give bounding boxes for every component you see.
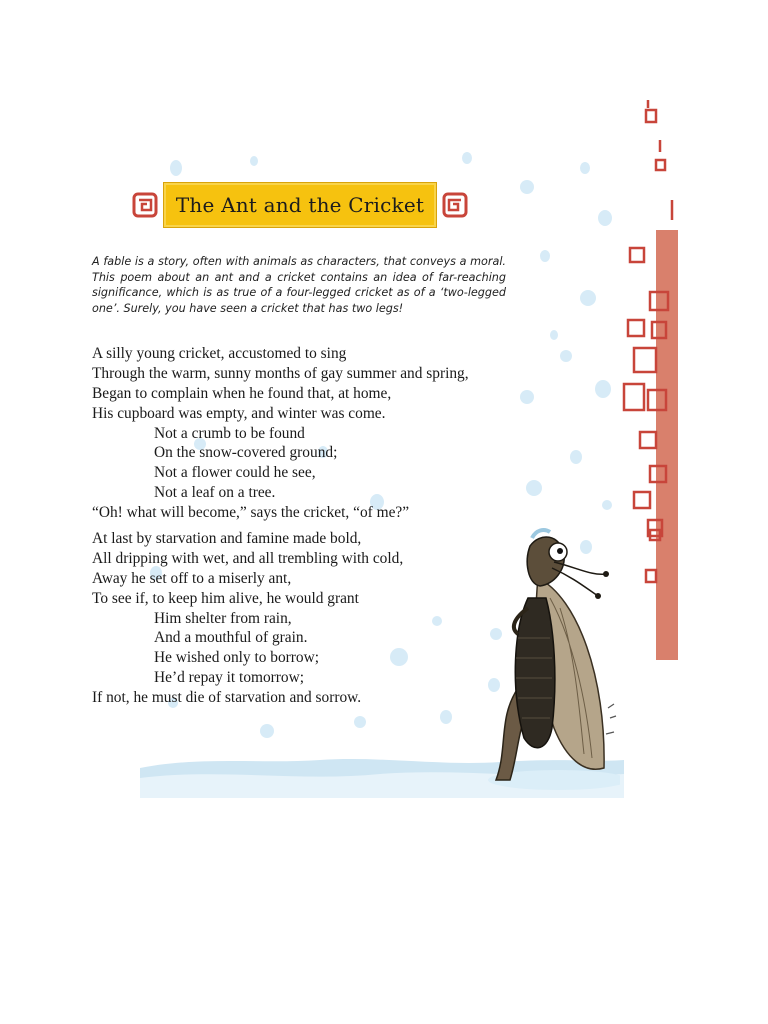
poem-line: All dripping with wet, and all trembling with cold, [92,549,404,567]
poem-line: And a mouthful of grain. [154,629,308,647]
poem-line: A silly young cricket, accustomed to sing [92,345,347,362]
cricket-illustration [488,518,620,790]
poem-line: At last by starvation and famine made bold, [92,530,362,548]
title-banner-group [132,182,472,228]
poem-line: If not, he must die of starvation and sorrow. [92,689,362,707]
poem-line: On the snow-covered ground; [154,444,338,462]
page-title: The Ant and the Cricket [175,193,425,217]
poem-line: Through the warm, sunny months of gay summer and spring, [92,364,469,382]
poem-line: He wished only to borrow; [154,649,319,667]
poem-line: Not a crumb to be found [154,424,305,442]
title-banner [163,182,437,228]
right-swirl-icon [442,192,468,218]
decorative-swirl-strip [620,100,680,700]
poem-line: “Oh! what will become,” says the cricket, “of me?” [92,504,410,522]
poem-line: His cupboard was empty, and winter was come. [92,404,386,422]
poem [92,344,512,708]
poem-line: Not a leaf on a tree. [154,484,276,502]
intro-paragraph: A fable is a story, often with animals as characters, that conveys a moral. This poem about an ant and a cricket contains an idea of far-reaching significance, which is as true of a four-legged cricket as of a ‘two-legged one’. Surely, you have seen a cricket that has two legs! [92,255,506,315]
poem-line: Away he set off to a miserly ant, [92,569,292,587]
left-swirl-icon [132,192,158,218]
poem-line: To see if, to keep him alive, he would grant [92,589,359,607]
poem-line: He’d repay it tomorrow; [154,669,305,687]
poem-line: Not a flower could he see, [154,464,316,482]
poem-line: Began to complain when he found that, at home, [92,384,392,402]
poem-line: Him shelter from rain, [154,609,292,627]
